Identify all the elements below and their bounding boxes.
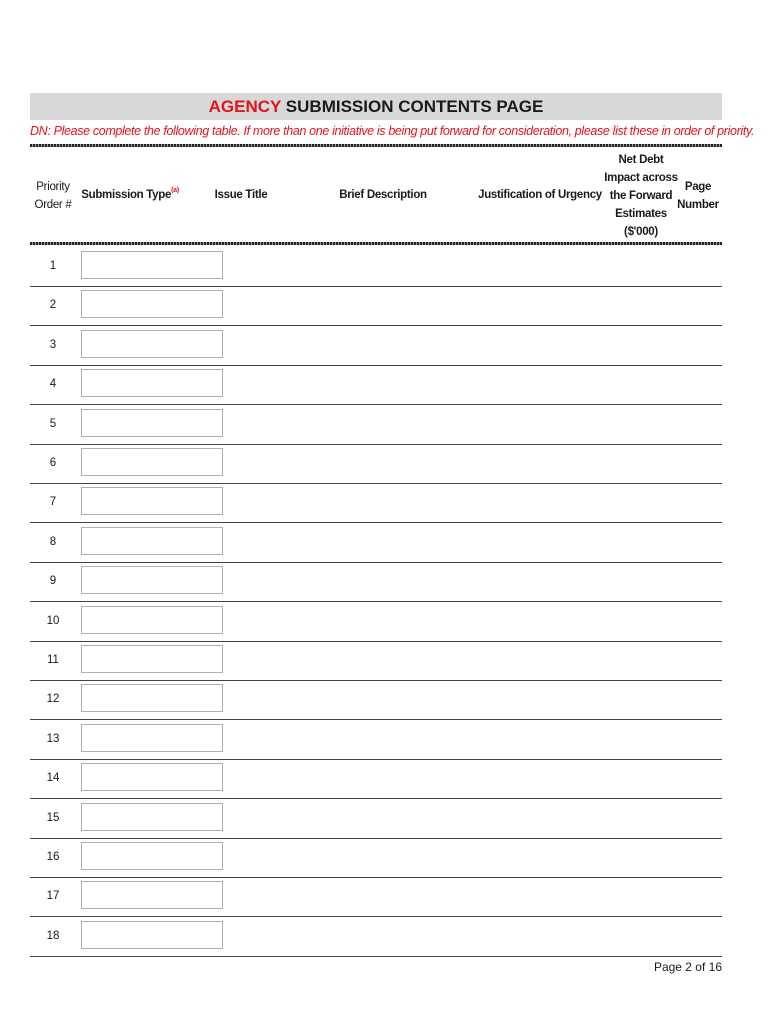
priority-number: 14 bbox=[46, 772, 60, 785]
page-number-line2: Number bbox=[677, 199, 719, 211]
col-header-priority bbox=[30, 178, 76, 214]
net-debt-line2: Impact across bbox=[604, 172, 678, 184]
submission-type-field[interactable] bbox=[81, 842, 223, 870]
table-row bbox=[30, 562, 722, 602]
net-debt-line4: Estimates bbox=[615, 208, 667, 220]
priority-number: 11 bbox=[47, 654, 59, 666]
col-header-priority-line1: Priority bbox=[36, 181, 70, 193]
net-debt-line5: ($'000) bbox=[624, 226, 658, 238]
priority-number: 10 bbox=[46, 614, 60, 627]
submission-type-field[interactable] bbox=[81, 566, 223, 594]
title-rest: SUBMISSION CONTENTS PAGE bbox=[281, 97, 544, 116]
col-header-priority-line2: Order # bbox=[34, 199, 72, 211]
priority-number: 8 bbox=[49, 535, 57, 548]
submission-type-field[interactable] bbox=[81, 684, 223, 712]
col-header-submission-type bbox=[80, 186, 180, 204]
table-row bbox=[30, 877, 722, 917]
priority-number: 18 bbox=[46, 929, 60, 942]
table-row bbox=[30, 720, 722, 760]
priority-number: 9 bbox=[49, 575, 57, 588]
table-row bbox=[30, 523, 722, 563]
col-header-page-number bbox=[676, 178, 720, 214]
submission-type-field[interactable] bbox=[81, 724, 223, 752]
priority-number: 12 bbox=[46, 693, 60, 706]
table-row bbox=[30, 326, 722, 366]
footnote-marker: (a) bbox=[171, 187, 179, 194]
col-header-submission-type-label: Submission Type bbox=[81, 189, 172, 201]
col-header-justification: Justification of Urgency bbox=[478, 189, 602, 201]
table-row bbox=[30, 838, 722, 878]
submission-type-field[interactable] bbox=[81, 487, 223, 515]
submission-type-field[interactable] bbox=[81, 290, 223, 318]
priority-number: 1 bbox=[49, 260, 57, 272]
priority-number: 6 bbox=[49, 457, 57, 469]
table-row bbox=[30, 247, 722, 287]
priority-number: 16 bbox=[46, 851, 60, 863]
page-title bbox=[30, 93, 722, 120]
priority-number: 5 bbox=[49, 417, 57, 430]
submission-type-field[interactable] bbox=[81, 803, 223, 831]
table-row bbox=[30, 286, 722, 326]
priority-number: 17 bbox=[46, 890, 60, 903]
submission-type-field[interactable] bbox=[81, 369, 223, 397]
table-row bbox=[30, 917, 722, 957]
submission-type-field[interactable] bbox=[81, 330, 223, 358]
priority-number: 3 bbox=[49, 338, 57, 351]
page-footer: Page 2 of 16 bbox=[653, 960, 722, 974]
submission-type-field[interactable] bbox=[81, 645, 223, 673]
instruction-text: DN: Please complete the following table. If more than one initiative is being put forward for consideration, please list these in order of priority. bbox=[30, 124, 755, 138]
col-header-brief-description: Brief Description bbox=[339, 189, 427, 201]
table-row bbox=[30, 365, 722, 405]
header-bottom-rule bbox=[30, 242, 722, 245]
submission-type-field[interactable] bbox=[81, 881, 223, 909]
title-agency: AGENCY bbox=[208, 97, 282, 116]
priority-number: 2 bbox=[49, 299, 57, 312]
table-row bbox=[30, 641, 722, 681]
priority-number: 15 bbox=[46, 811, 60, 824]
priority-number: 7 bbox=[49, 496, 57, 509]
table-row bbox=[30, 680, 722, 720]
table-row bbox=[30, 483, 722, 523]
table-row bbox=[30, 444, 722, 484]
table-row bbox=[30, 602, 722, 642]
table-row bbox=[30, 405, 722, 445]
table-row bbox=[30, 759, 722, 799]
submission-type-field[interactable] bbox=[81, 409, 223, 437]
submission-type-field[interactable] bbox=[81, 606, 223, 634]
page-number-line1: Page bbox=[684, 181, 712, 193]
col-header-issue-title: Issue Title bbox=[214, 189, 268, 201]
col-header-net-debt bbox=[604, 151, 678, 241]
priority-number: 13 bbox=[46, 732, 60, 745]
submission-type-field[interactable] bbox=[81, 251, 223, 279]
submission-type-field[interactable] bbox=[81, 527, 223, 555]
table-row bbox=[30, 799, 722, 839]
net-debt-line1: Net Debt bbox=[618, 154, 664, 166]
submission-type-field[interactable] bbox=[81, 921, 223, 949]
priority-number: 4 bbox=[49, 378, 57, 391]
header-top-rule bbox=[30, 144, 722, 147]
net-debt-line3: the Forward bbox=[609, 190, 673, 202]
submission-type-field[interactable] bbox=[81, 448, 223, 476]
submission-type-field[interactable] bbox=[81, 763, 223, 791]
